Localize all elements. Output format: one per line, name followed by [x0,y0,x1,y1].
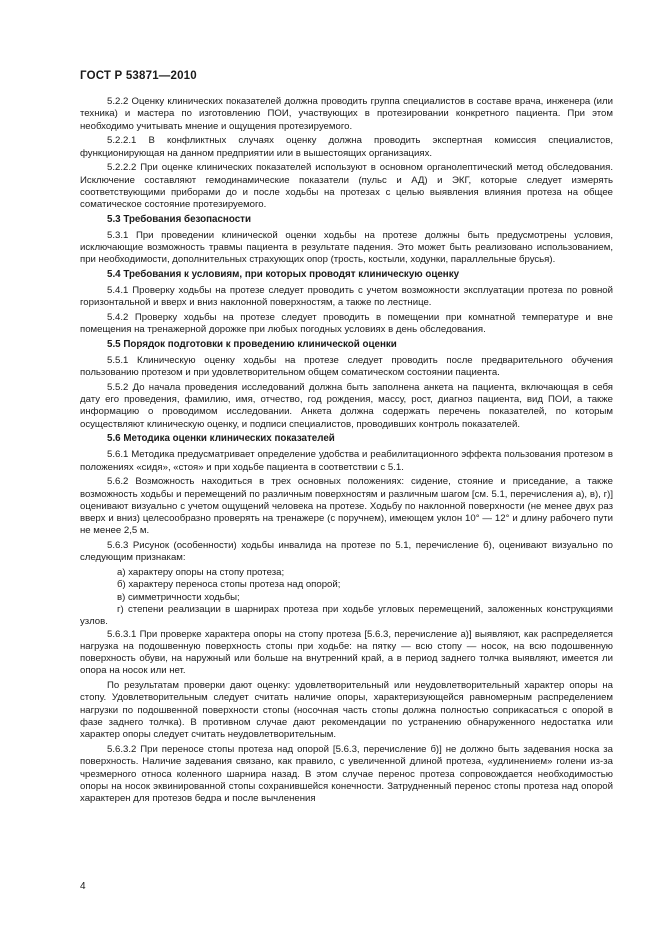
section-heading: 5.5 Порядок подготовки к проведению клинической оценки [107,338,397,350]
document-body [80,96,613,808]
paragraph: 5.2.2.1 В конфликтных случаях оценку должна проводить экспертная комиссия специалистов, функционирующая на данном предприятии или в вышестоящих организациях. [80,135,613,159]
list-item: б) характеру переноса стопы протеза над опорой; [117,579,341,591]
paragraph: 5.6.1 Методика предусматривает определение удобства и реабилитационного эффекта пользования протезом в положениях «сидя», «стоя» и при ходьбе пациента в соответствии с 5.1. [80,449,613,473]
section-heading: 5.4 Требования к условиям, при которых проводят клиническую оценку [107,269,460,281]
list-item: а) характеру опоры на стопу протеза; [117,567,285,579]
paragraph: 5.6.3.1 При проверке характера опоры на стопу протеза [5.6.3, перечисление а)] выявляют, как распределяется нагрузка на подошвенную поверхность стопы при ходьбе: на пятку — всю стопу — носок, на всю подошвенную поверхность обуви, на наружный или больше на внутренний край, а в период заднего толчка выявляют, имеется ли опора на носок или нет. [80,628,613,677]
list-item: г) степени реализации в шарнирах протеза при ходьбе угловых перемещений, заложенных конструкциями узлов. [80,603,613,628]
paragraph: 5.6.2 Возможность находиться в трех основных положениях: сидение, стояние и приседание, а также возможность ходьбы и перемещений по различным поверхностям и различным шагом [см. 5.1, перечисления а), в), г)] оценивают визуально с учетом ощущений человека на протезе. Ходьбу по наклонной поверхности (не менее двух раз вверх и вниз) целесообразно проверять на тренажере (с поручнем), имеющем уклон 10° — 12° и длину рабочего пути не менее 2,5 м. [80,476,613,537]
paragraph: 5.6.3 Рисунок (особенности) ходьбы инвалида на протезе по 5.1, перечисление б), оценивают визуально по следующим признакам: [80,540,613,564]
paragraph: 5.4.2 Проверку ходьбы на протезе следует проводить в помещении при комнатной температуре и вне помещения на тренажерной дорожке при любых погодных условиях в день обследования. [80,311,613,336]
paragraph: 5.6.3.2 При переносе стопы протеза над опорой [5.6.3, перечисление б)] не должно быть задевания носка за поверхность. Наличие задевания связано, как правило, с увеличенной длиной протеза, «удлинением» голени из-за чрезмерного относа коленного шарнира назад. В этом случае перенос протеза сопровождается необходимостью опоры на носок эквинированной стопы сохранившейся конечности. Затрудненный перенос стопы протеза над опорой характерен для протезов бедра и после вычленения [80,744,613,805]
paragraph: 5.5.2 До начала проведения исследований должна быть заполнена анкета на пациента, включающая в себя дату его проведения, фамилию, имя, отчество, год рождения, массу, рост, диагноз пациента, вид ПОИ, а также информацию о проводимом исследовании. Анкета должна содержать перечень показателей, по которым осуществляют клиническую оценку, и подписи специалистов, проводивших контроль показателей. [80,381,613,430]
page-header-standard-title: ГОСТ Р 53871—2010 [80,70,197,82]
paragraph: 5.4.1 Проверку ходьбы на протезе следует проводить с учетом возможности эксплуатации протеза по ровной горизонтальной и вверх и вниз наклонной поверхностям, а также по лестнице. [80,284,613,309]
section-heading: 5.3 Требования безопасности [107,213,251,225]
list-item: в) симметричности ходьбы; [117,591,240,603]
paragraph: 5.2.2.2 При оценке клинических показателей используют в основном органолептический метод обследования. Исключение составляют гемодинамические показатели (пульс и АД) и ЭКГ, которые следует измерять соответствующими приборами до и после ходьбы на протезах с целью выявления влияния протеза на общее соматическое состояние протезируемого. [80,162,613,211]
paragraph: 5.3.1 При проведении клинической оценки ходьбы на протезе должны быть предусмотрены условия, исключающие возможность травмы пациента в результате падения. Это может быть реализовано использованием, при необходимости, дополнительных страхующих опор (трость, костыли, ходунки, параллельные брусья). [80,229,613,266]
paragraph: 5.2.2 Оценку клинических показателей должна проводить группа специалистов в составе врача, инженера (или техника) и мастера по изготовлению ПОИ, участвующих в протезировании конкретного пациента. При этом необходимо учитывать мнение и ощущения протезируемого. [80,96,613,132]
section-heading: 5.6 Методика оценки клинических показателей [107,433,335,445]
paragraph: По результатам проверки дают оценку: удовлетворительный или неудовлетворительный характер опоры на стопу. Удовлетворительным следует считать наличие опоры, характеризующейся равномерным распределением нагрузки по подошвенной поверхности стопы (носочная часть стопы должна полностью соприкасаться с опорой в фазе заднего толчка). В противном случае дают рекомендации по устранению обнаруженного недостатка или характер опоры следует считать неудовлетворительным. [80,680,613,741]
paragraph: 5.5.1 Клиническую оценку ходьбы на протезе следует проводить после предварительного обучения пользованию протезом и при удовлетворительном общем соматическом состоянии пациента. [80,354,613,379]
page-number: 4 [80,881,86,892]
